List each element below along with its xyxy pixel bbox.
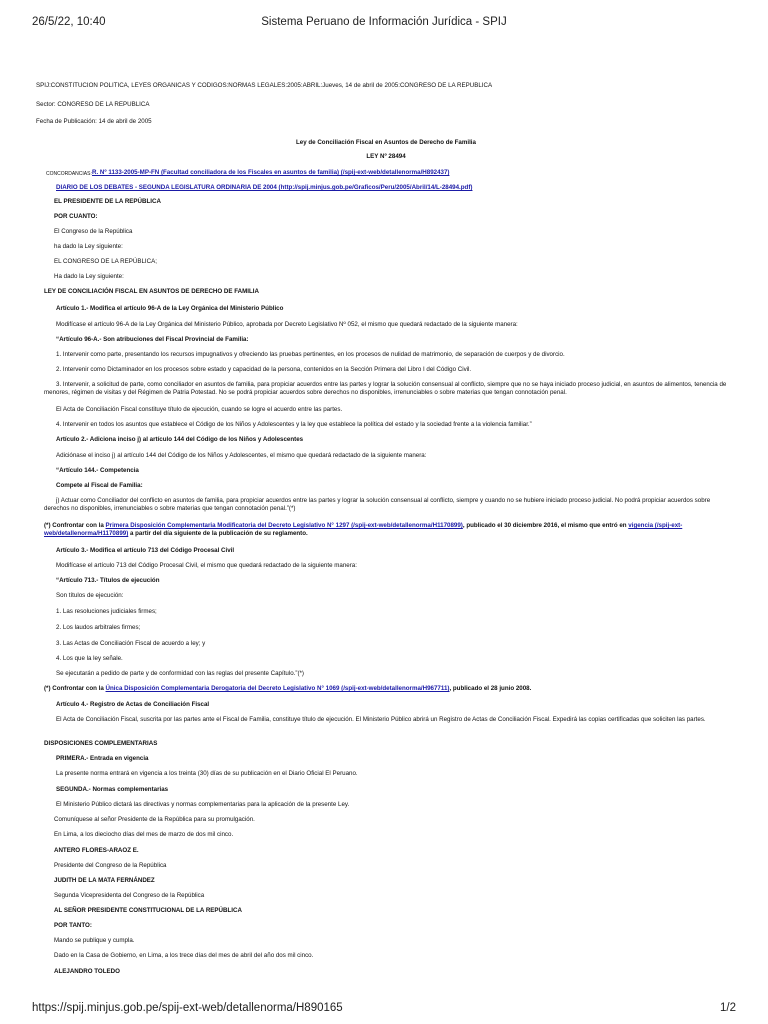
section-heading: DISPOSICIONES COMPLEMENTARIAS <box>44 740 158 747</box>
text-line: Son títulos de ejecución: <box>56 592 124 599</box>
signatory-name: ANTERO FLORES-ARAOZ E. <box>54 847 139 854</box>
vigencia-link[interactable]: vigencia (/spij-ext-web/detallenorma/H1170899) <box>44 522 683 537</box>
confrontar-note-1 <box>44 522 736 538</box>
text-paragraph: j) Actuar como Conciliador del conflicto en asuntos de familia, para propiciar acuerdos entre las partes y lograr la solución consensual al conflicto, siempre y cuando no se hubiere iniciado proceso judicial. No podrá propiciar acuerdos sobre derechos no disponibles, irrenunciables o sobre materias que tengan connotación penal.”(*) <box>44 497 711 512</box>
article-heading: Artículo 3.- Modifica el artículo 713 del Código Procesal Civil <box>56 547 235 554</box>
text-line: POR CUANTO: <box>54 213 98 220</box>
text-paragraph: 3. Intervenir, a solicitud de parte, como conciliador en asuntos de familia, para propiciar acuerdos entre las partes y lograr la solución consensual al conflicto, siempre que no se haya iniciado proceso judicial, en asuntos de alimentos, tenencia de menores, régimen de visitas y del Régimen de Patria Potestad. No se podrá propiciar acuerdos sobre derechos no disponibles, irrenunciables o sobre materias que tengan connotación penal. <box>44 381 727 396</box>
text-line: 3. Las Actas de Conciliación Fiscal de acuerdo a ley; y <box>56 640 206 647</box>
text-line: ha dado la Ley siguiente: <box>54 243 123 250</box>
page-url: https://spij.minjus.gob.pe/spij-ext-web/detallenorma/H890165 <box>32 1002 343 1014</box>
signatory-title: Presidente del Congreso de la República <box>54 862 167 869</box>
note-prefix: (*) Confrontar con la <box>44 685 106 692</box>
text-line: La presente norma entrará en vigencia a los treinta (30) días de su publicación en el Diario Oficial El Peruano. <box>56 770 358 777</box>
article-heading: Artículo 1.- Modifica el artículo 96-A de la Ley Orgánica del Ministerio Público <box>56 305 284 312</box>
text-line: 1. Las resoluciones judiciales firmes; <box>56 608 157 615</box>
text-line: SEGUNDA.- Normas complementarias <box>56 786 169 793</box>
page-number: 1/2 <box>720 1002 736 1014</box>
text-line: AL SEÑOR PRESIDENTE CONSTITUCIONAL DE LA REPÚBLICA <box>54 907 242 914</box>
text-line: “Artículo 144.- Competencia <box>56 467 139 474</box>
text-line: Se ejecutarán a pedido de parte y de conformidad con las reglas del presente Capítulo.”(*) <box>56 670 304 677</box>
text-line: “Artículo 96-A.- Son atribuciones del Fiscal Provincial de Familia: <box>56 336 249 343</box>
note-suffix: , publicado el 28 junio 2008. <box>449 685 532 692</box>
text-line: “Artículo 713.- Títulos de ejecución <box>56 577 160 584</box>
text-line: Mando se publique y cumpla. <box>54 937 135 944</box>
text-line: El Acta de Conciliación Fiscal constituye título de ejecución, cuando se logre el acuerdo entre las partes. <box>56 406 343 413</box>
text-line: Dado en la Casa de Gobierno, en Lima, a los trece días del mes de abril del año dos mil cinco. <box>54 952 314 959</box>
concordancia-link-1[interactable]: R. Nº 1133-2005-MP-FN (Facultad conciliadora de los Fiscales en asuntos de familia) (/spij-ext-web/detallenorma/H892437) <box>92 169 450 176</box>
text-line: EL CONGRESO DE LA REPÚBLICA; <box>54 258 157 265</box>
sector: Sector: CONGRESO DE LA REPUBLICA <box>36 101 150 108</box>
text-line: Adiciónase el inciso j) al artículo 144 del Código de los Niños y Adolescentes, el mismo que quedará redactado de la siguiente manera: <box>56 452 427 459</box>
text-line: EL PRESIDENTE DE LA REPÚBLICA <box>54 198 161 205</box>
section-heading: LEY DE CONCILIACIÓN FISCAL EN ASUNTOS DE DERECHO DE FAMILIA <box>44 288 259 295</box>
text-line: 2. Intervenir como Dictaminador en los procesos sobre estado y capacidad de la persona, contenidos en la Sección Primera del Libro I del Código Civil. <box>56 366 472 373</box>
text-paragraph: El Acta de Conciliación Fiscal, suscrita por las partes ante el Fiscal de Familia, constituye título de ejecución. El Ministerio Público abrirá un Registro de Actas de Conciliación Fiscal. Expedirá las copias certificadas que soliciten las partes. <box>56 716 706 723</box>
note-middle: , publicado el 30 diciembre 2016, el mismo que entró en <box>462 522 629 529</box>
text-line: Comuníquese al señor Presidente de la República para su promulgación. <box>54 816 255 823</box>
article-heading: Artículo 4.- Registro de Actas de Conciliación Fiscal <box>56 701 210 708</box>
print-footer <box>0 1002 768 1018</box>
print-title: Sistema Peruano de Información Jurídica - SPIJ <box>261 16 507 28</box>
text-line: Compete al Fiscal de Familia: <box>56 482 143 489</box>
publication-date: Fecha de Publicación: 14 de abril de 2005 <box>36 118 152 125</box>
text-line: Modifícase el artículo 713 del Código Procesal Civil, el mismo que quedará redactado de la siguiente manera: <box>56 562 357 569</box>
text-line: Modifícase el artículo 96-A de la Ley Orgánica del Ministerio Público, aprobada por Decreto Legislativo Nº 052, el mismo que quedará redactado de la siguiente manera: <box>56 321 518 328</box>
text-line: 4. Los que la ley señale. <box>56 655 123 662</box>
signatory-name: JUDITH DE LA MATA FERNÁNDEZ <box>54 877 155 884</box>
law-number: LEY Nº 28494 <box>366 153 406 160</box>
text-line: 4. Intervenir en todos los asuntos que establece el Código de los Niños y Adolescentes y la ley que establece la política del estado y la sociedad frente a la violencia familiar.” <box>56 421 532 428</box>
text-line: En Lima, a los dieciocho días del mes de marzo de dos mil cinco. <box>54 831 234 838</box>
print-date: 26/5/22, 10:40 <box>32 16 106 28</box>
text-line: Ha dado la Ley siguiente: <box>54 273 124 280</box>
law-title: Ley de Conciliación Fiscal en Asuntos de Derecho de Familia <box>296 139 476 146</box>
signatory-title: Segunda Vicepresidenta del Congreso de la República <box>54 892 205 899</box>
text-line: El Congreso de la República <box>54 228 133 235</box>
signatory-name: ALEJANDRO TOLEDO <box>54 968 120 975</box>
text-line: El Ministerio Público dictará las directivas y normas complementarias para la aplicación de la presente Ley. <box>56 801 350 808</box>
text-line: POR TANTO: <box>54 922 92 929</box>
text-line: 2. Los laudos arbitrales firmes; <box>56 624 141 631</box>
confrontar-link-1[interactable]: Primera Disposición Complementaria Modificatoria del Decreto Legislativo N° 1297 (/spij-ext-web/detallenorma/H1170899) <box>105 522 463 529</box>
text-line: PRIMERA.- Entrada en vigencia <box>56 755 149 762</box>
concordancias-label: CONCORDANCIAS: <box>46 171 92 177</box>
confrontar-link-2[interactable]: Única Disposición Complementaria Derogatoria del Decreto Legislativo N° 1069 (/spij-ext-web/detallenorma/H967711) <box>105 685 450 692</box>
print-header <box>0 16 768 32</box>
note-prefix: (*) Confrontar con la <box>44 522 106 529</box>
confrontar-note-2 <box>44 685 531 693</box>
text-line: 1. Intervenir como parte, presentando los recursos impugnativos y ofreciendo las pruebas pertinentes, en los procesos de nulidad de matrimonio, de separación de cuerpos y de divorcio. <box>56 351 565 358</box>
breadcrumb: SPIJ:CONSTITUCION POLITICA, LEYES ORGANICAS Y CODIGOS:NORMAS LEGALES:2005:ABRIL:Jueves, 14 de abril de 2005:CONGRESO DE LA REPUBLICA <box>36 82 493 89</box>
note-suffix: a partir del día siguiente de la publicación de su reglamento. <box>128 530 308 537</box>
concordancia-link-2[interactable]: DIARIO DE LOS DEBATES - SEGUNDA LEGISLATURA ORDINARIA DE 2004 (http://spij.minjus.gob.pe/Graficos/Peru/2005/Abril/14/L-28494.pdf) <box>56 184 473 191</box>
article-heading: Artículo 2.- Adiciona inciso j) al artículo 144 del Código de los Niños y Adolescentes <box>56 436 304 443</box>
